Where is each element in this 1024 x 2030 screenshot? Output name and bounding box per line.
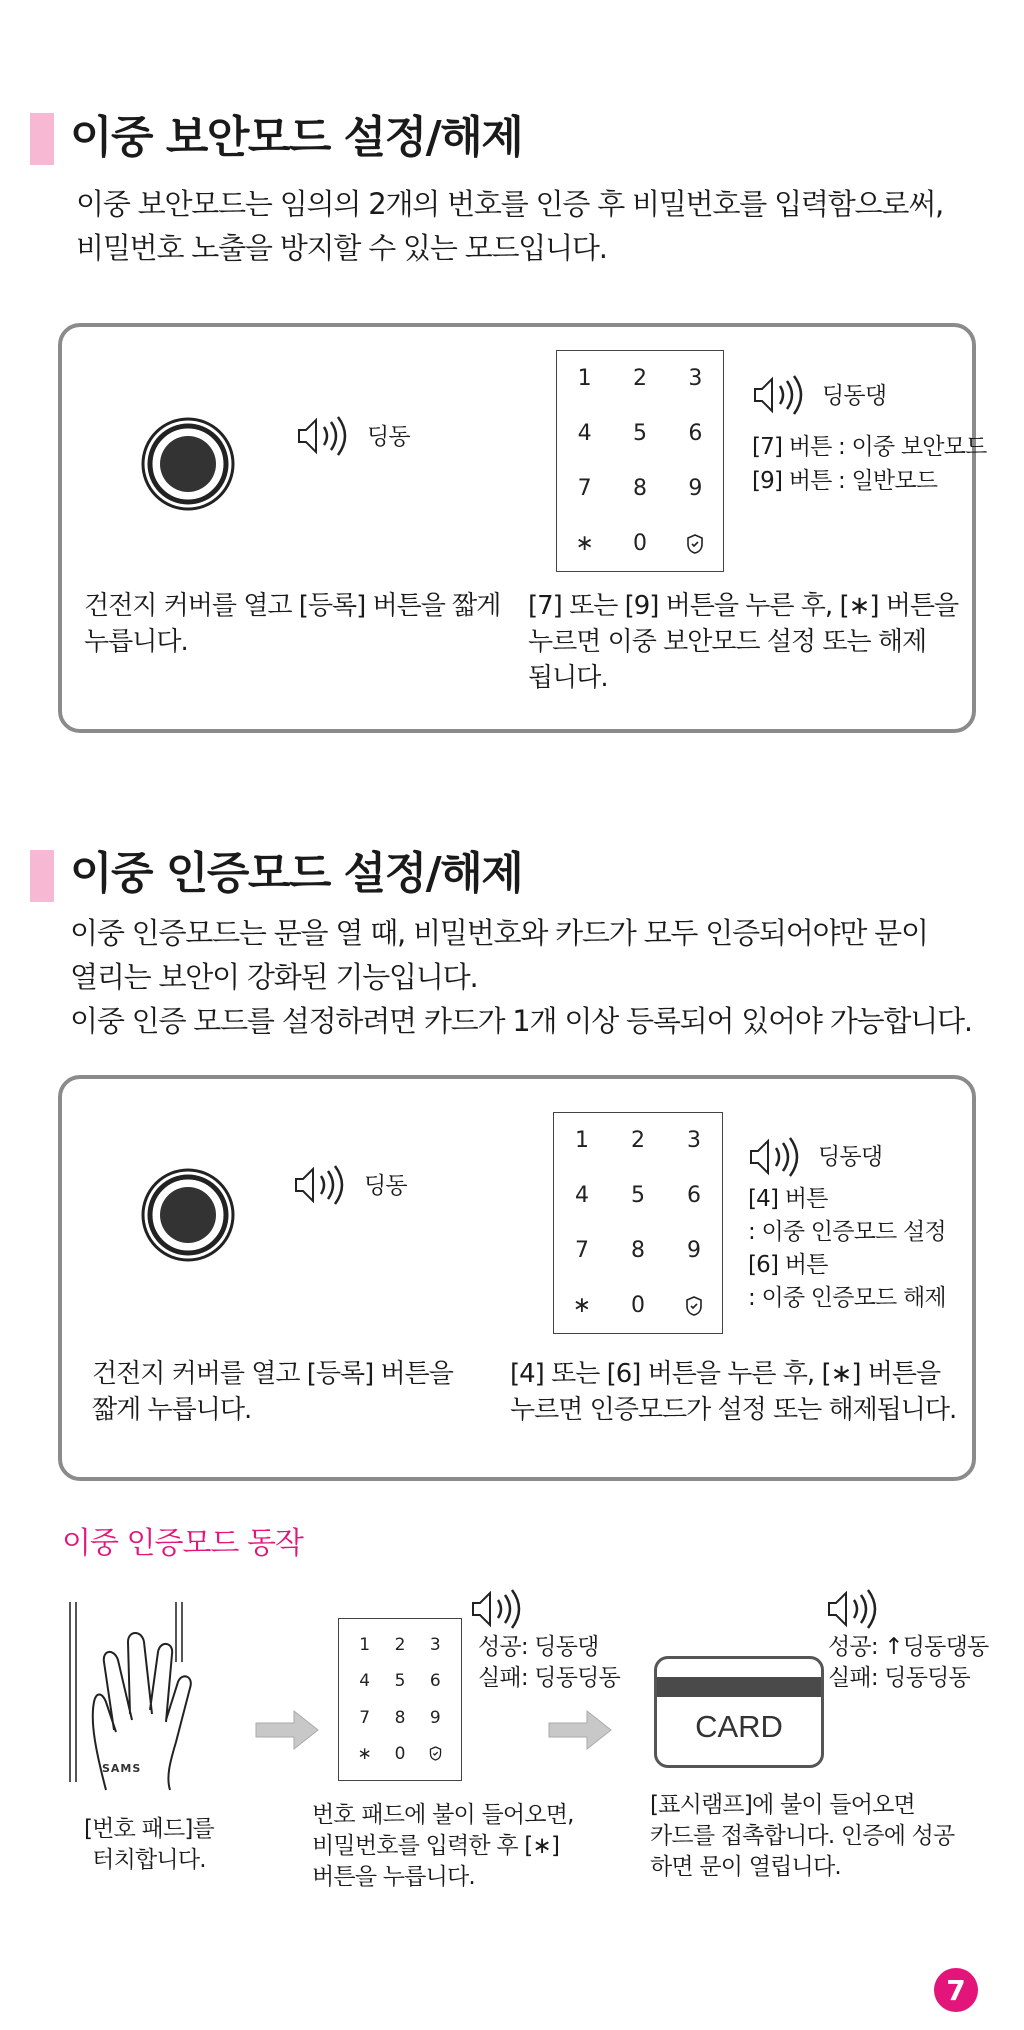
option-line: : 이중 인증모드 설정	[748, 1219, 946, 1245]
step-line: 짧게 누릅니다.	[92, 1395, 252, 1425]
feedback-line: 성공: 딩동댕	[478, 1634, 599, 1660]
step-line: 하면 문이 열립니다.	[650, 1854, 841, 1880]
brand-fragment: SAMS	[102, 1762, 142, 1775]
keypad-grid	[347, 1627, 453, 1772]
keypad-grid	[554, 1113, 722, 1333]
step-line: 누르면 이중 보안모드 설정 또는 해제	[528, 627, 927, 657]
key-0: 0	[631, 1293, 645, 1318]
option-line: [9] 버튼 : 일반모드	[752, 468, 938, 494]
key-4: 4	[575, 1183, 589, 1208]
feedback-line: 실패: 딩동딩동	[478, 1665, 620, 1691]
step-line: 터치합니다.	[92, 1847, 206, 1873]
sound-label: 딩동댕	[822, 383, 887, 409]
option-line: : 이중 인증모드 해제	[748, 1285, 946, 1311]
key-8: 8	[632, 476, 647, 501]
step-line: 누르면 인증모드가 설정 또는 해제됩니다.	[510, 1395, 957, 1425]
key-star: ∗	[572, 1293, 592, 1318]
feedback-line: 실패: 딩동딩동	[828, 1665, 970, 1691]
step-line: 누릅니다.	[84, 627, 188, 657]
hand-touch-illustration	[66, 1602, 236, 1796]
sound-label: 딩동	[364, 1173, 407, 1199]
key-3: 3	[688, 366, 703, 391]
mode-options	[748, 1183, 946, 1315]
step-line: [4] 또는 [6] 버튼을 누른 후, [∗] 버튼을	[510, 1359, 941, 1389]
step-line: 됩니다.	[528, 663, 608, 693]
key-6: 6	[687, 1183, 701, 1208]
arrow-icon	[545, 1705, 615, 1759]
feedback-line: 성공: ↑딩동댕동	[828, 1634, 989, 1660]
page-number: 7	[934, 1968, 978, 2012]
step-text	[528, 588, 958, 696]
keypad-feedback	[478, 1632, 620, 1694]
key-2: 2	[394, 1635, 406, 1656]
shield-icon	[418, 1736, 453, 1772]
register-button-icon	[140, 416, 236, 516]
key-5: 5	[394, 1671, 406, 1692]
section1-intro	[76, 182, 943, 270]
sound-label: 딩동댕	[818, 1144, 883, 1170]
card-illustration	[654, 1656, 824, 1768]
operation-step-text	[84, 1814, 214, 1876]
keypad	[556, 350, 724, 572]
keypad	[338, 1618, 462, 1781]
card-feedback	[828, 1632, 988, 1694]
step-line: 건전지 커버를 열고 [등록] 버튼을	[92, 1359, 453, 1389]
key-9: 9	[688, 476, 703, 501]
key-1: 1	[575, 1128, 589, 1153]
section2-title: 이중 인증모드 설정/해제	[70, 848, 523, 899]
step-line: [7] 또는 [9] 버튼을 누른 후, [∗] 버튼을	[528, 591, 959, 621]
card-magnetic-stripe	[657, 1677, 821, 1697]
step-line: 건전지 커버를 열고 [등록] 버튼을 짧게	[84, 591, 501, 621]
key-7: 7	[359, 1707, 371, 1728]
key-8: 8	[394, 1707, 406, 1728]
option-line: [7] 버튼 : 이중 보안모드	[752, 434, 987, 460]
key-2: 2	[632, 366, 647, 391]
speaker-icon	[748, 1136, 810, 1182]
sound-label: 딩동	[367, 424, 410, 450]
key-0: 0	[632, 531, 647, 556]
shield-icon	[668, 516, 723, 571]
intro-line: 이중 인증모드는 문을 열 때, 비밀번호와 카드가 모두 인증되어야만 문이	[70, 916, 928, 950]
card-label: CARD	[695, 1709, 783, 1744]
key-6: 6	[429, 1671, 441, 1692]
option-line: [6] 버튼	[748, 1252, 828, 1278]
key-3: 3	[429, 1635, 441, 1656]
intro-line: 비밀번호 노출을 방지할 수 있는 모드입니다.	[76, 231, 607, 265]
speaker-icon	[293, 1164, 355, 1210]
keypad	[553, 1112, 723, 1334]
key-8: 8	[631, 1238, 645, 1263]
key-9: 9	[429, 1707, 441, 1728]
speaker-icon	[826, 1588, 888, 1634]
operation-title: 이중 인증모드 동작	[62, 1526, 303, 1561]
key-7: 7	[575, 1238, 589, 1263]
key-0: 0	[394, 1743, 406, 1764]
intro-line: 이중 인증 모드를 설정하려면 카드가 1개 이상 등록되어 있어야 가능합니다.	[70, 1004, 972, 1038]
key-9: 9	[687, 1238, 701, 1263]
speaker-icon	[470, 1588, 532, 1634]
speaker-icon	[296, 415, 358, 461]
key-2: 2	[631, 1128, 645, 1153]
key-4: 4	[577, 421, 592, 446]
section1-marker	[30, 113, 54, 165]
key-4: 4	[359, 1671, 371, 1692]
operation-step-text	[650, 1790, 954, 1883]
speaker-icon	[752, 374, 814, 420]
key-1: 1	[359, 1635, 371, 1656]
intro-line: 이중 보안모드는 임의의 2개의 번호를 인증 후 비밀번호를 입력함으로써,	[76, 187, 944, 221]
key-6: 6	[688, 421, 703, 446]
register-button-icon	[140, 1167, 236, 1267]
section1-title: 이중 보안모드 설정/해제	[70, 112, 523, 163]
step-line: 비밀번호를 입력한 후 [∗]	[312, 1833, 560, 1859]
step-text	[510, 1356, 956, 1428]
step-text	[92, 1356, 453, 1428]
key-5: 5	[631, 1183, 645, 1208]
section2-marker	[30, 850, 54, 902]
mode-options	[752, 430, 987, 498]
step-line: 카드를 접촉합니다. 인증에 성공	[650, 1823, 955, 1849]
step-text	[84, 588, 500, 660]
step-line: [번호 패드]를	[84, 1816, 214, 1842]
section2-intro	[70, 911, 972, 1043]
key-7: 7	[577, 476, 592, 501]
step-line: [표시램프]에 불이 들어오면	[650, 1792, 915, 1818]
step-line: 버튼을 누릅니다.	[312, 1864, 475, 1890]
key-3: 3	[687, 1128, 701, 1153]
key-1: 1	[577, 366, 592, 391]
step-line: 번호 패드에 불이 들어오면,	[312, 1802, 574, 1828]
intro-line: 열리는 보안이 강화된 기능입니다.	[70, 960, 478, 994]
keypad-grid	[557, 351, 723, 571]
operation-step-text	[312, 1800, 574, 1893]
arrow-icon	[252, 1705, 322, 1759]
key-star: ∗	[575, 531, 594, 556]
key-star: ∗	[357, 1743, 372, 1764]
shield-icon	[666, 1278, 722, 1333]
key-5: 5	[632, 421, 647, 446]
option-line: [4] 버튼	[748, 1186, 828, 1212]
